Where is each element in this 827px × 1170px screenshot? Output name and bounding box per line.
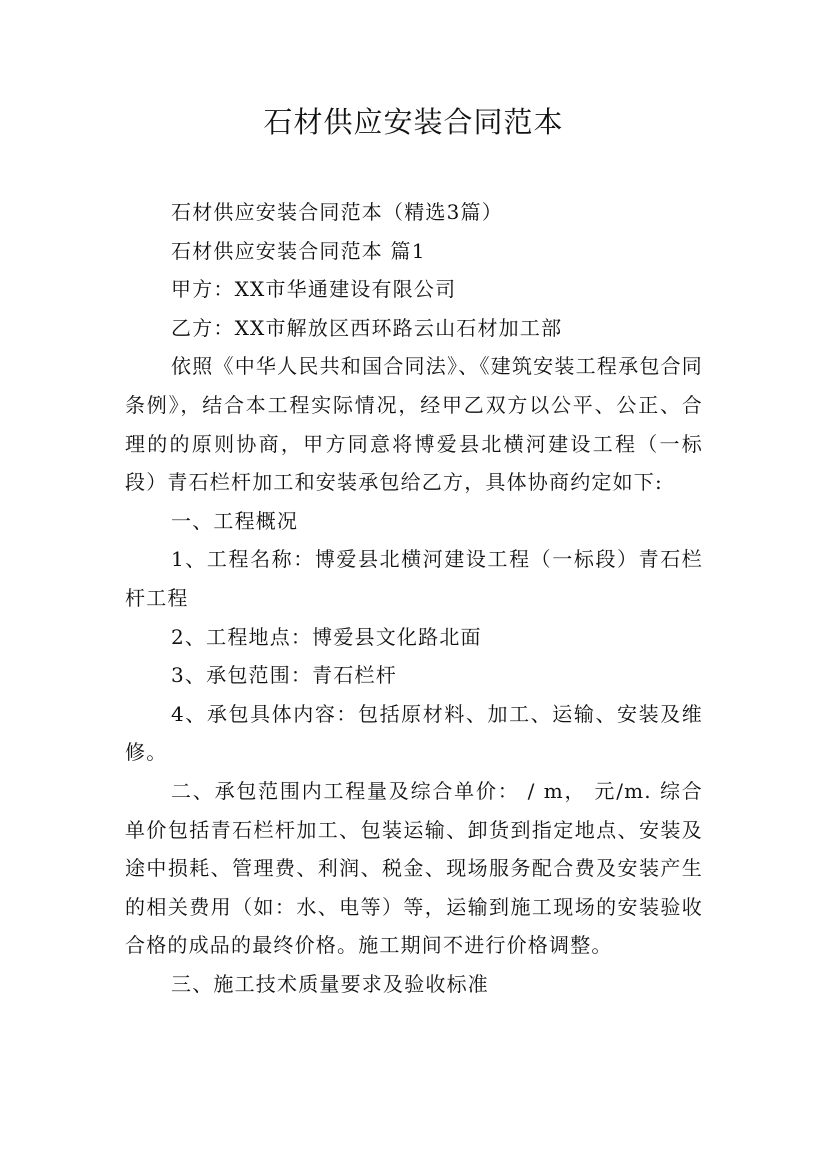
section-heading-overview: 一、工程概况	[171, 508, 299, 533]
paragraph-contract-scope: 3、承包范围：青石栏杆	[171, 663, 397, 688]
section-heading-quality: 三、施工技术质量要求及验收标准	[171, 971, 489, 996]
document-title: 石材供应安装合同范本	[263, 105, 564, 139]
paragraph-quantity-price: 二、承包范围内工程量及综合单价： / m， 元/m. 综合单价包括青石栏杆加工、包装运输、卸货到指定地点、安装及途中损耗、管理费、利润、税金、现场服务配合费及安装产生的相关费用（如：水、电等）等，运输到施工现场的安装验收合格的成品的最终价格。施工期间不进行价格调整。	[125, 778, 703, 958]
paragraph-subtitle: 石材供应安装合同范本（精选3篇）	[171, 200, 503, 224]
paragraph-party-a: 甲方：XX市华通建设有限公司	[171, 277, 457, 302]
document-body	[125, 193, 703, 1003]
paragraph-contract-content: 4、承包具体内容：包括原材料、加工、运输、安装及维修。	[125, 701, 703, 765]
paragraph-project-location: 2、工程地点：博爱县文化路北面	[171, 624, 482, 649]
paragraph-project-name: 1、工程名称：博爱县北横河建设工程（一标段）青石栏杆工程	[125, 547, 703, 610]
paragraph-preamble: 依照《中华人民共和国合同法》、《建筑安装工程承包合同条例》，结合本工程实际情况，经甲乙双方以公平、公正、合理的的原则协商，甲方同意将博爱县北横河建设工程（一标段）青石栏杆加工和安装承包给乙方，具体协商约定如下:	[125, 354, 703, 495]
paragraph-party-b: 乙方：XX市解放区西环路云山石材加工部	[171, 315, 563, 340]
paragraph-article-heading: 石材供应安装合同范本 篇1	[171, 238, 426, 263]
